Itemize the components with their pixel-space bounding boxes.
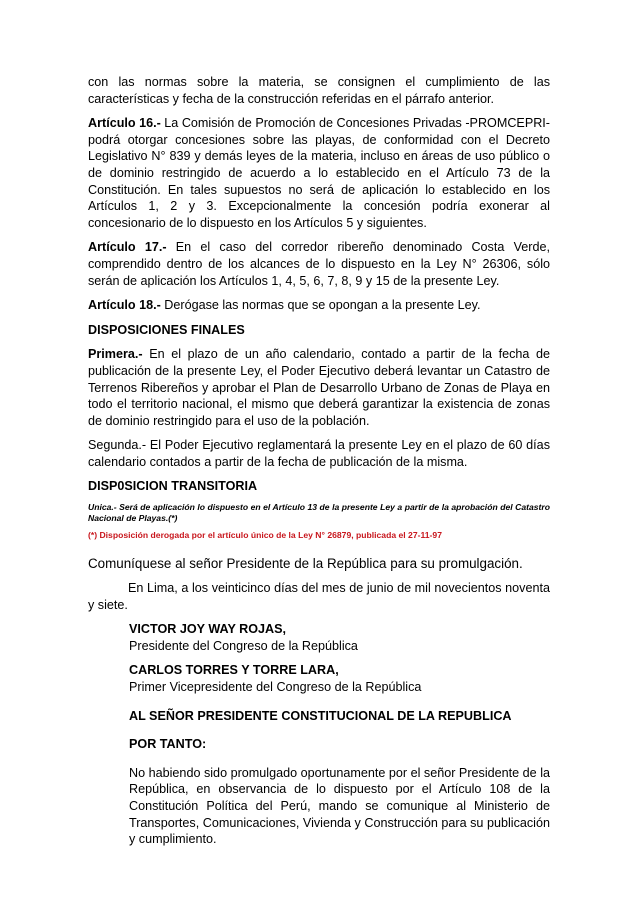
article-16 [88,115,550,231]
date-place-line: En Lima, a los veinticinco días del mes de junio de mil novecientos noventa y siete. [88,581,550,612]
article-18-label: Artículo 18.- [88,298,161,313]
final-paragraph: No habiendo sido promulgado oportunamente por el señor Presidente de la República, en observancia de lo dispuesto por el Artículo 108 de la Constitución Política del Perú, mando se comunique al Ministerio de Transportes, Comunicaciones, Vivienda y Construcción para su publicación y cumplimiento. [129,765,550,847]
article-16-label: Artículo 16.- [88,116,161,131]
por-tanto-block [88,736,550,753]
document-page [88,74,550,848]
article-18-text: Derógase las normas que se opongan a la presente Ley. [160,298,481,313]
signature-block-2 [88,662,550,695]
signer-1-role: Presidente del Congreso de la República [129,638,358,653]
article-16-text: La Comisión de Promoción de Concesiones Privadas -PROMCEPRI- podrá otorgar concesiones sobre las playas, de conformidad con el Decreto Legislativo N° 839 y demás leyes de la materia, incluso en áreas de uso público o de dominio restringido de acuerdo a lo establecido en el Artículo 73 de la Constitución. En tales supuestos no será de aplicación lo establecido en los Artículos 1, 2 y 3. Excepcionalmente la concesión podría exonerar al concesionario de lo dispuesto en los Artículos 5 y siguientes. [88,116,551,230]
signer-2-name: CARLOS TORRES Y TORRE LARA, [129,663,339,678]
addressee-block [88,708,550,725]
signer-2-role: Primer Vicepresidente del Congreso de la República [129,680,422,695]
heading-disposiciones-finales: DISPOSICIONES FINALES [88,322,245,337]
derogation-note: (*) Disposición derogada por el artículo único de la Ley N° 26879, publicada el 27-11-97 [88,530,442,541]
article-17 [88,239,550,289]
article-17-label: Artículo 17.- [88,240,167,255]
addressee-line: AL SEÑOR PRESIDENTE CONSTITUCIONAL DE LA REPUBLICA [129,708,512,723]
paragraph-intro: con las normas sobre la materia, se consignen el cumplimiento de las características y fecha de la construcción referidas en el párrafo anterior. [88,75,550,106]
signer-1-name: VICTOR JOY WAY ROJAS, [129,622,287,637]
signature-block-1 [88,621,550,654]
provision-segunda: Segunda.- El Poder Ejecutivo reglamentará la presente Ley en el plazo de 60 días calendario contados a partir de la fecha de publicación de la misma. [88,438,550,469]
article-18 [88,297,550,314]
provision-unica: Unica.- Será de aplicación lo dispuesto en el Artículo 13 de la presente Ley a partir de la aprobación del Catastro Nacional de Playas.(*) [88,502,550,524]
comuniquese-line: Comuníquese al señor Presidente de la República para su promulgación. [88,556,523,572]
article-17-text: En el caso del corredor ribereño denominado Costa Verde, comprendido dentro de los alcances de lo dispuesto en la Ley N° 26306, sólo serán de aplicación los Artículos 1, 4, 5, 6, 7, 8, 9 y 15 de la presente Ley. [88,240,550,288]
final-paragraph-block [88,765,550,848]
heading-disposicion-transitoria: DISP0SICION TRANSITORIA [88,479,258,494]
primera-label: Primera.- [88,347,143,362]
provision-primera [88,346,550,429]
primera-text: En el plazo de un año calendario, contado a partir de la fecha de publicación de la presente Ley, el Poder Ejecutivo deberá levantar un Catastro de Terrenos Ribereños y aprobar el Plan de Desarrollo Urbano de Zonas de Playa en todo el territorio nacional, el mismo que deberá garantizar la existencia de zonas de dominio restringido para el uso de la población. [88,347,550,428]
por-tanto-line: POR TANTO: [129,737,207,752]
